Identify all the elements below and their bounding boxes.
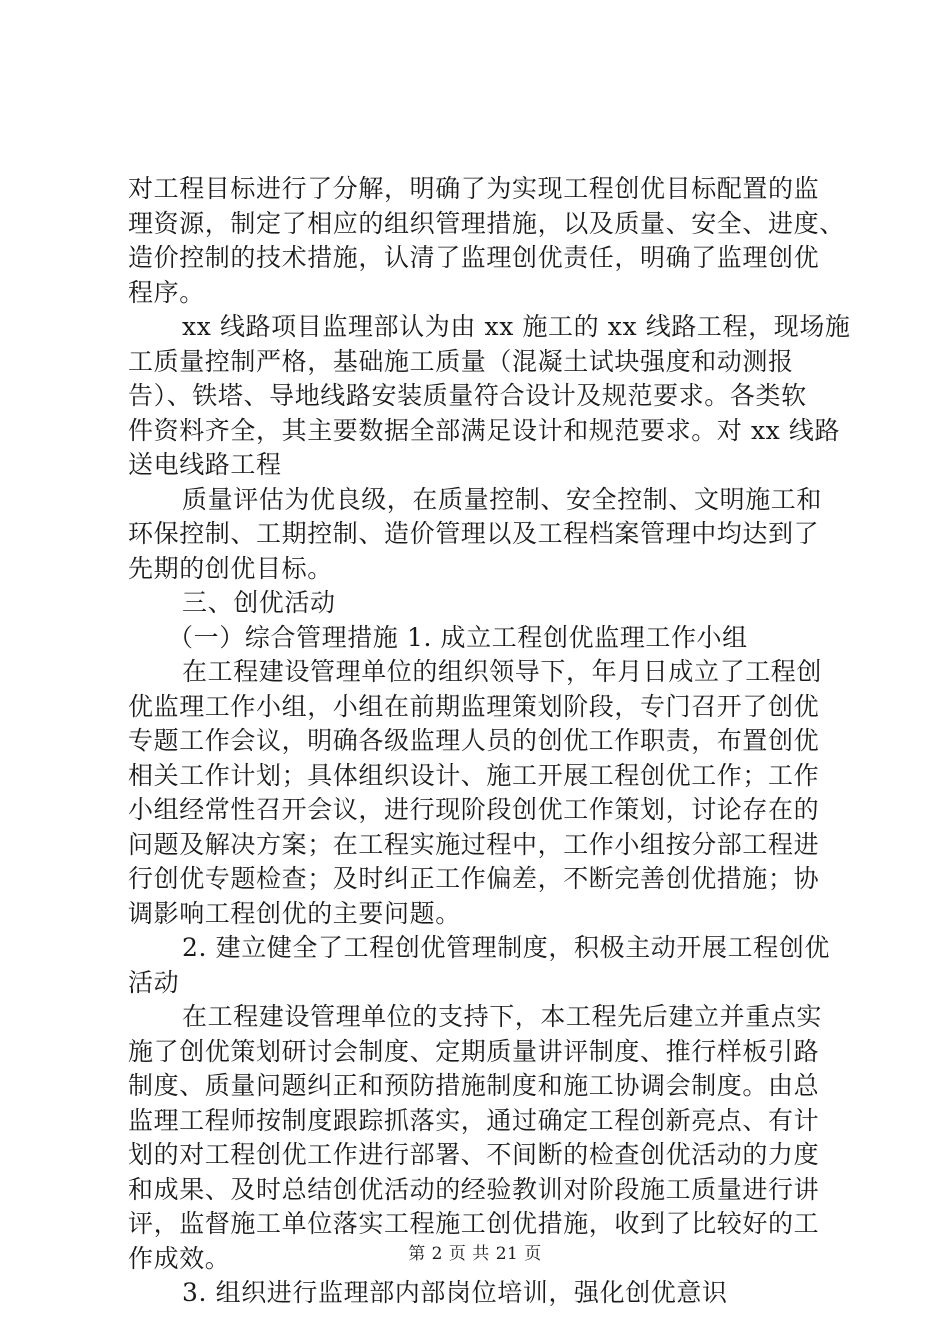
text-line: 制度、质量问题纠正和预防措施制度和施工协调会制度。由总 [128, 1071, 820, 1100]
text-line: 在工程建设管理单位的组织领导下，年月日成立了工程创 [182, 657, 823, 686]
page-footer: 第 2 页 共 21 页 [408, 1244, 542, 1264]
text-line: 造价控制的技术措施，认清了监理创优责任，明确了监理创优 [128, 243, 820, 272]
text-line: 工质量控制严格，基础施工质量（混凝土试块强度和动测报 [128, 346, 794, 376]
text-line: 质量评估为优良级，在质量控制、安全控制、文明施工和 [182, 484, 823, 514]
text-line: 优监理工作小组，小组在前期监理策划阶段，专门召开了创优 [128, 691, 820, 721]
text-line: 件资料齐全，其主要数据全部满足设计和规范要求。对 xx 线路 [128, 415, 841, 445]
text-line: 专题工作会议，明确各级监理人员的创优工作职责，布置创优 [128, 726, 820, 755]
text-line: 相关工作计划；具体组织设计、施工开展工程创优工作；工作 [128, 760, 820, 790]
text-line: 活动 [128, 967, 180, 997]
text-line: 作成效。 [128, 1243, 231, 1273]
text-line: 理资源，制定了相应的组织管理措施，以及质量、安全、进度、 [128, 208, 845, 238]
numbered-heading: 3. 组织进行监理部内部岗位培训，强化创优意识 [182, 1278, 728, 1307]
text-line: 施了创优策划研讨会制度、定期质量讲评制度、推行样板引路 [128, 1036, 820, 1066]
text-line: 送电线路工程 [128, 450, 282, 479]
text-line: 调影响工程创优的主要问题。 [128, 898, 461, 928]
text-line: xx 线路项目监理部认为由 xx 施工的 xx 线路工程，现场施 [182, 312, 851, 341]
text-line: 环保控制、工期控制、造价管理以及工程档案管理中均达到了 [128, 519, 820, 548]
text-line: 划的对工程创优工作进行部署、不间断的检查创优活动的力度 [128, 1140, 820, 1169]
subsection-heading: （一）综合管理措施 1. 成立工程创优监理工作小组 [168, 622, 748, 652]
text-line: 监理工程师按制度跟踪抓落实，通过确定工程创新亮点、有计 [128, 1105, 820, 1135]
text-line: 行创优专题检查；及时纠正工作偏差，不断完善创优措施；协 [128, 864, 820, 893]
text-line: 在工程建设管理单位的支持下，本工程先后建立并重点实 [182, 1002, 823, 1031]
text-line: 和成果、及时总结创优活动的经验教训对阶段施工质量进行讲 [128, 1174, 820, 1204]
text-line: 对工程目标进行了分解，明确了为实现工程创优目标配置的监 [128, 174, 820, 203]
section-heading: 三、创优活动 [182, 588, 336, 617]
text-line: 告）、铁塔、导地线路安装质量符合设计及规范要求。各类软 [128, 381, 807, 410]
text-line: 先期的创优目标。 [128, 553, 333, 583]
text-line: 评，监督施工单位落实工程施工创优措施，收到了比较好的工 [128, 1209, 820, 1238]
numbered-heading: 2. 建立健全了工程创优管理制度，积极主动开展工程创优 [182, 933, 831, 962]
text-line: 问题及解决方案；在工程实施过程中，工作小组按分部工程进 [128, 829, 820, 859]
text-line: 程序。 [128, 277, 205, 307]
document-body [128, 172, 851, 1311]
text-line: 小组经常性召开会议，进行现阶段创优工作策划，讨论存在的 [128, 795, 820, 824]
